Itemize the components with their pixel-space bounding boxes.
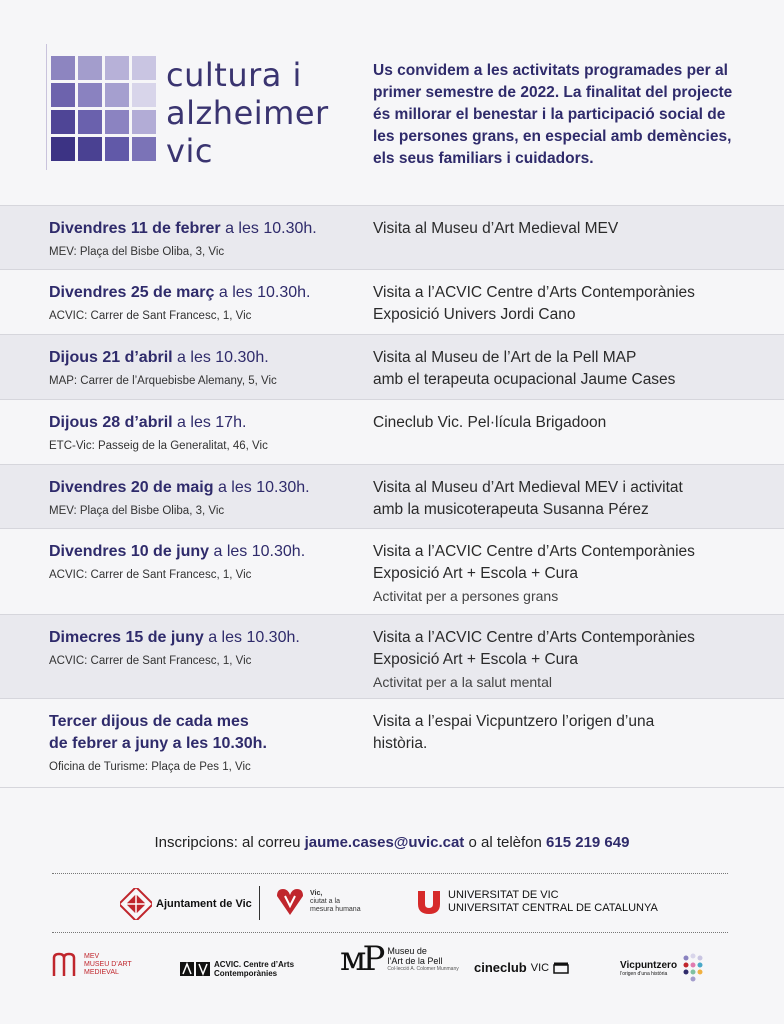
event-row	[0, 205, 784, 269]
event-place: ACVIC: Carrer de Sant Francesc, 1, Vic	[49, 655, 252, 667]
vic-heart-icon	[274, 886, 306, 918]
event-place: ACVIC: Carrer de Sant Francesc, 1, Vic	[49, 310, 252, 322]
event-activity: Visita a l’ACVIC Centre d’Arts Contemporànies	[373, 284, 695, 301]
event-activity: Visita al Museu de l’Art de la Pell MAP	[373, 349, 637, 366]
vicpuntzero-dots-icon	[680, 952, 708, 984]
cultura-alzheimer-logo-mark	[46, 44, 158, 170]
event-activity: Visita al Museu d’Art Medieval MEV i activitat	[373, 479, 683, 496]
event-row	[0, 528, 784, 614]
event-activity-line-2: Exposició Art + Escola + Cura	[373, 651, 579, 668]
event-activity: Visita al Museu d’Art Medieval MEV	[373, 220, 619, 237]
event-place: Oficina de Turisme: Plaça de Pes 1, Vic	[49, 761, 251, 773]
map-line-2: l’Art de la Pell	[387, 956, 443, 966]
logo-grid-cell	[51, 110, 75, 134]
logo-grid-cell	[78, 137, 102, 161]
event-date: Divendres 11 de febrer a les 10.30h.	[49, 220, 317, 237]
logo-grid-cell	[51, 137, 75, 161]
event-note: Activitat per a persones grans	[373, 588, 559, 604]
event-date: Divendres 10 de juny a les 10.30h.	[49, 543, 306, 560]
uvic-u-icon	[416, 889, 442, 915]
intro-highlight: activitats programades per al primer semestre de 2022	[373, 62, 728, 101]
map-line-3: Col·lecció A. Colomer Munmany	[387, 966, 459, 972]
logo-line-3: vic	[166, 132, 213, 170]
divider	[52, 873, 728, 874]
event-note: Activitat per a la salut mental	[373, 674, 552, 690]
event-place: MEV: Plaça del Bisbe Oliba, 3, Vic	[49, 246, 225, 258]
logo-grid-cell	[105, 110, 129, 134]
mev-line-3: MEDIEVAL	[84, 969, 119, 976]
uvic-logo	[416, 889, 658, 915]
phone-number[interactable]: 615 219 649	[546, 834, 630, 851]
vic-line-2: ciutat a la	[310, 898, 340, 905]
event-row	[0, 614, 784, 698]
acvic-line-1: ACVIC. Centre d’Arts	[214, 960, 295, 969]
logo-grid-cell	[105, 56, 129, 80]
logo-grid-cell	[132, 56, 156, 80]
logo-grid-cell	[132, 110, 156, 134]
ajuntament-label: Ajuntament de Vic	[156, 898, 252, 910]
intro-paragraph	[373, 60, 745, 170]
mev-line-2: MUSEU D’ART	[84, 961, 132, 968]
vic-line-1: Vic,	[310, 890, 323, 897]
event-place: MAP: Carrer de l’Arquebisbe Alemany, 5, Vic	[49, 375, 277, 387]
uvic-line-1: UNIVERSITAT DE VIC	[448, 889, 559, 901]
events-list	[0, 205, 784, 788]
logo-grid-cell	[51, 56, 75, 80]
acvic-logo	[180, 960, 294, 978]
event-date: Dimecres 15 de juny a les 10.30h.	[49, 629, 300, 646]
event-date: Dijous 28 d’abril a les 17h.	[49, 414, 247, 431]
ajuntament-logo	[120, 888, 252, 920]
mev-m-icon	[52, 952, 82, 978]
registration-info: Inscripcions: al correu jaume.cases@uvic.cat o al telèfon 615 219 649	[154, 834, 630, 851]
logo-grid-cell	[78, 83, 102, 107]
map-line-1: Museu de	[387, 946, 427, 956]
header	[0, 0, 784, 205]
map-logo	[340, 939, 459, 979]
logo-grid-cell	[132, 137, 156, 161]
uvic-line-2: UNIVERSITAT CENTRAL DE CATALUNYA	[448, 902, 658, 914]
acvic-mark-icon	[180, 962, 210, 976]
cineclub-logo	[474, 960, 569, 975]
mev-line-1: MEV	[84, 953, 100, 960]
event-place: ACVIC: Carrer de Sant Francesc, 1, Vic	[49, 569, 252, 581]
event-activity: Cineclub Vic. Pel·lícula Brigadoon	[373, 414, 607, 431]
clapperboard-icon	[553, 962, 569, 974]
event-activity-line-2: història.	[373, 735, 428, 752]
event-activity-line-2: Exposició Art + Escola + Cura	[373, 565, 579, 582]
acvic-line-2: Contemporànies	[214, 969, 278, 978]
vicpuntzero-logo	[620, 952, 708, 984]
event-row	[0, 269, 784, 334]
event-activity-line-2: amb la musicoterapeuta Susanna Pérez	[373, 501, 649, 518]
intro-text-2: . La finalitat del projecte és millorar el benestar i la participació social de les persones grans, en especial amb demències, els seus familiars i cuidadors.	[373, 84, 733, 167]
event-row	[0, 464, 784, 528]
logo-grid-cell	[78, 110, 102, 134]
logo-line-1: cultura i	[166, 56, 302, 94]
vicpuntzero-sub: l’origen d’una història	[620, 970, 668, 977]
event-place: ETC-Vic: Passeig de la Generalitat, 46, Vic	[49, 440, 268, 452]
event-date: Divendres 20 de maig a les 10.30h.	[49, 479, 310, 496]
event-date-line-2: de febrer a juny a les 10.30h.	[49, 735, 267, 752]
logo-grid-cell	[105, 83, 129, 107]
cineclub-label: cineclub	[474, 960, 527, 975]
event-place: MEV: Plaça del Bisbe Oliba, 3, Vic	[49, 505, 225, 517]
event-activity: Visita a l’ACVIC Centre d’Arts Contemporànies	[373, 629, 695, 646]
event-date: Dijous 21 d’abril a les 10.30h.	[49, 349, 269, 366]
logo-grid-cell	[51, 83, 75, 107]
ajuntament-shield-icon	[120, 888, 152, 920]
vic-ciutat-logo	[274, 886, 361, 918]
email-link[interactable]: jaume.cases@uvic.cat	[304, 834, 465, 851]
event-row	[0, 334, 784, 399]
logo-grid-cell	[132, 83, 156, 107]
vicpuntzero-label: Vicpuntzero	[620, 959, 678, 971]
map-mp-icon: ᴍP	[340, 939, 382, 979]
event-activity: Visita a l’ACVIC Centre d’Arts Contemporànies	[373, 543, 695, 560]
mev-logo	[52, 952, 132, 978]
intro-text-1: Us convidem a les	[373, 62, 513, 79]
event-date: Divendres 25 de març a les 10.30h.	[49, 284, 311, 301]
event-date: Tercer dijous de cada mes	[49, 713, 249, 730]
event-activity-line-2: Exposició Univers Jordi Cano	[373, 306, 576, 323]
logo-grid-cell	[78, 56, 102, 80]
logo-line-2: alzheimer	[166, 94, 329, 132]
divider	[52, 932, 728, 933]
event-activity: Visita a l’espai Vicpuntzero l’origen d’una	[373, 713, 655, 730]
cineclub-vic-label: VIC	[530, 961, 550, 974]
logo-separator	[259, 886, 260, 920]
logo-wordmark	[166, 56, 329, 170]
event-row	[0, 399, 784, 464]
event-row	[0, 698, 784, 788]
event-activity-line-2: amb el terapeuta ocupacional Jaume Cases	[373, 371, 676, 388]
vic-line-3: mesura humana	[310, 906, 361, 913]
logo-grid-cell	[105, 137, 129, 161]
